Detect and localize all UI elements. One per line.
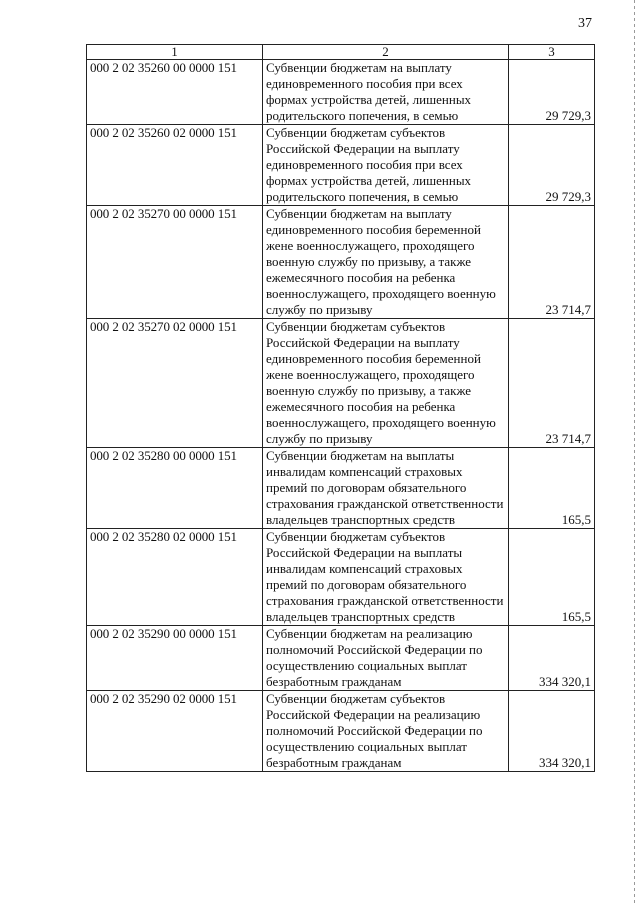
budget-amount: 165,5 (509, 448, 595, 529)
column-header-1: 1 (87, 45, 263, 60)
budget-description: Субвенции бюджетам субъектов Российской Федерации на выплату единовременного пособия при всех формах устройства детей, лишенных родительского попечения, в семью (263, 125, 509, 206)
budget-amount: 165,5 (509, 529, 595, 626)
column-header-2: 2 (263, 45, 509, 60)
page-number: 37 (578, 16, 592, 31)
budget-code: 000 2 02 35270 00 0000 151 (87, 206, 263, 319)
table-row (87, 691, 595, 772)
budget-amount: 23 714,7 (509, 319, 595, 448)
budget-description: Субвенции бюджетам на выплату единовременного пособия беременной жене военнослужащего, проходящего военную службу по призыву, а также ежемесячного пособия на ребенка военнослужащего, проходящего военную службу по призыву (263, 206, 509, 319)
budget-code: 000 2 02 35280 02 0000 151 (87, 529, 263, 626)
table-header-row (87, 45, 595, 60)
budget-amount: 29 729,3 (509, 60, 595, 125)
budget-code: 000 2 02 35280 00 0000 151 (87, 448, 263, 529)
table-row (87, 529, 595, 626)
budget-amount: 334 320,1 (509, 691, 595, 772)
budget-description: Субвенции бюджетам на выплаты инвалидам компенсаций страховых премий по договорам обязательного страхования гражданской ответственности владельцев транспортных средств (263, 448, 509, 529)
table-row (87, 206, 595, 319)
budget-amount: 23 714,7 (509, 206, 595, 319)
budget-code: 000 2 02 35290 02 0000 151 (87, 691, 263, 772)
budget-description: Субвенции бюджетам субъектов Российской Федерации на выплаты инвалидам компенсаций страховых премий по договорам обязательного страхования гражданской ответственности владельцев транспортных средств (263, 529, 509, 626)
table-row (87, 319, 595, 448)
budget-table (86, 44, 595, 772)
budget-description: Субвенции бюджетам на реализацию полномочий Российской Федерации по осуществлению социальных выплат безработным гражданам (263, 626, 509, 691)
budget-description: Субвенции бюджетам на выплату единовременного пособия при всех формах устройства детей, лишенных родительского попечения, в семью (263, 60, 509, 125)
budget-code: 000 2 02 35290 00 0000 151 (87, 626, 263, 691)
table-row (87, 626, 595, 691)
budget-code: 000 2 02 35270 02 0000 151 (87, 319, 263, 448)
budget-code: 000 2 02 35260 00 0000 151 (87, 60, 263, 125)
budget-description: Субвенции бюджетам субъектов Российской Федерации на выплату единовременного пособия беременной жене военнослужащего, проходящего военную службу по призыву, а также ежемесячного пособия на ребенка военнослужащего, проходящего военную службу по призыву (263, 319, 509, 448)
scan-edge-line (634, 0, 635, 905)
table-row (87, 60, 595, 125)
budget-amount: 29 729,3 (509, 125, 595, 206)
column-header-3: 3 (509, 45, 595, 60)
budget-description: Субвенции бюджетам субъектов Российской Федерации на реализацию полномочий Российской Федерации по осуществлению социальных выплат безработным гражданам (263, 691, 509, 772)
budget-amount: 334 320,1 (509, 626, 595, 691)
table-row (87, 125, 595, 206)
budget-code: 000 2 02 35260 02 0000 151 (87, 125, 263, 206)
table-row (87, 448, 595, 529)
